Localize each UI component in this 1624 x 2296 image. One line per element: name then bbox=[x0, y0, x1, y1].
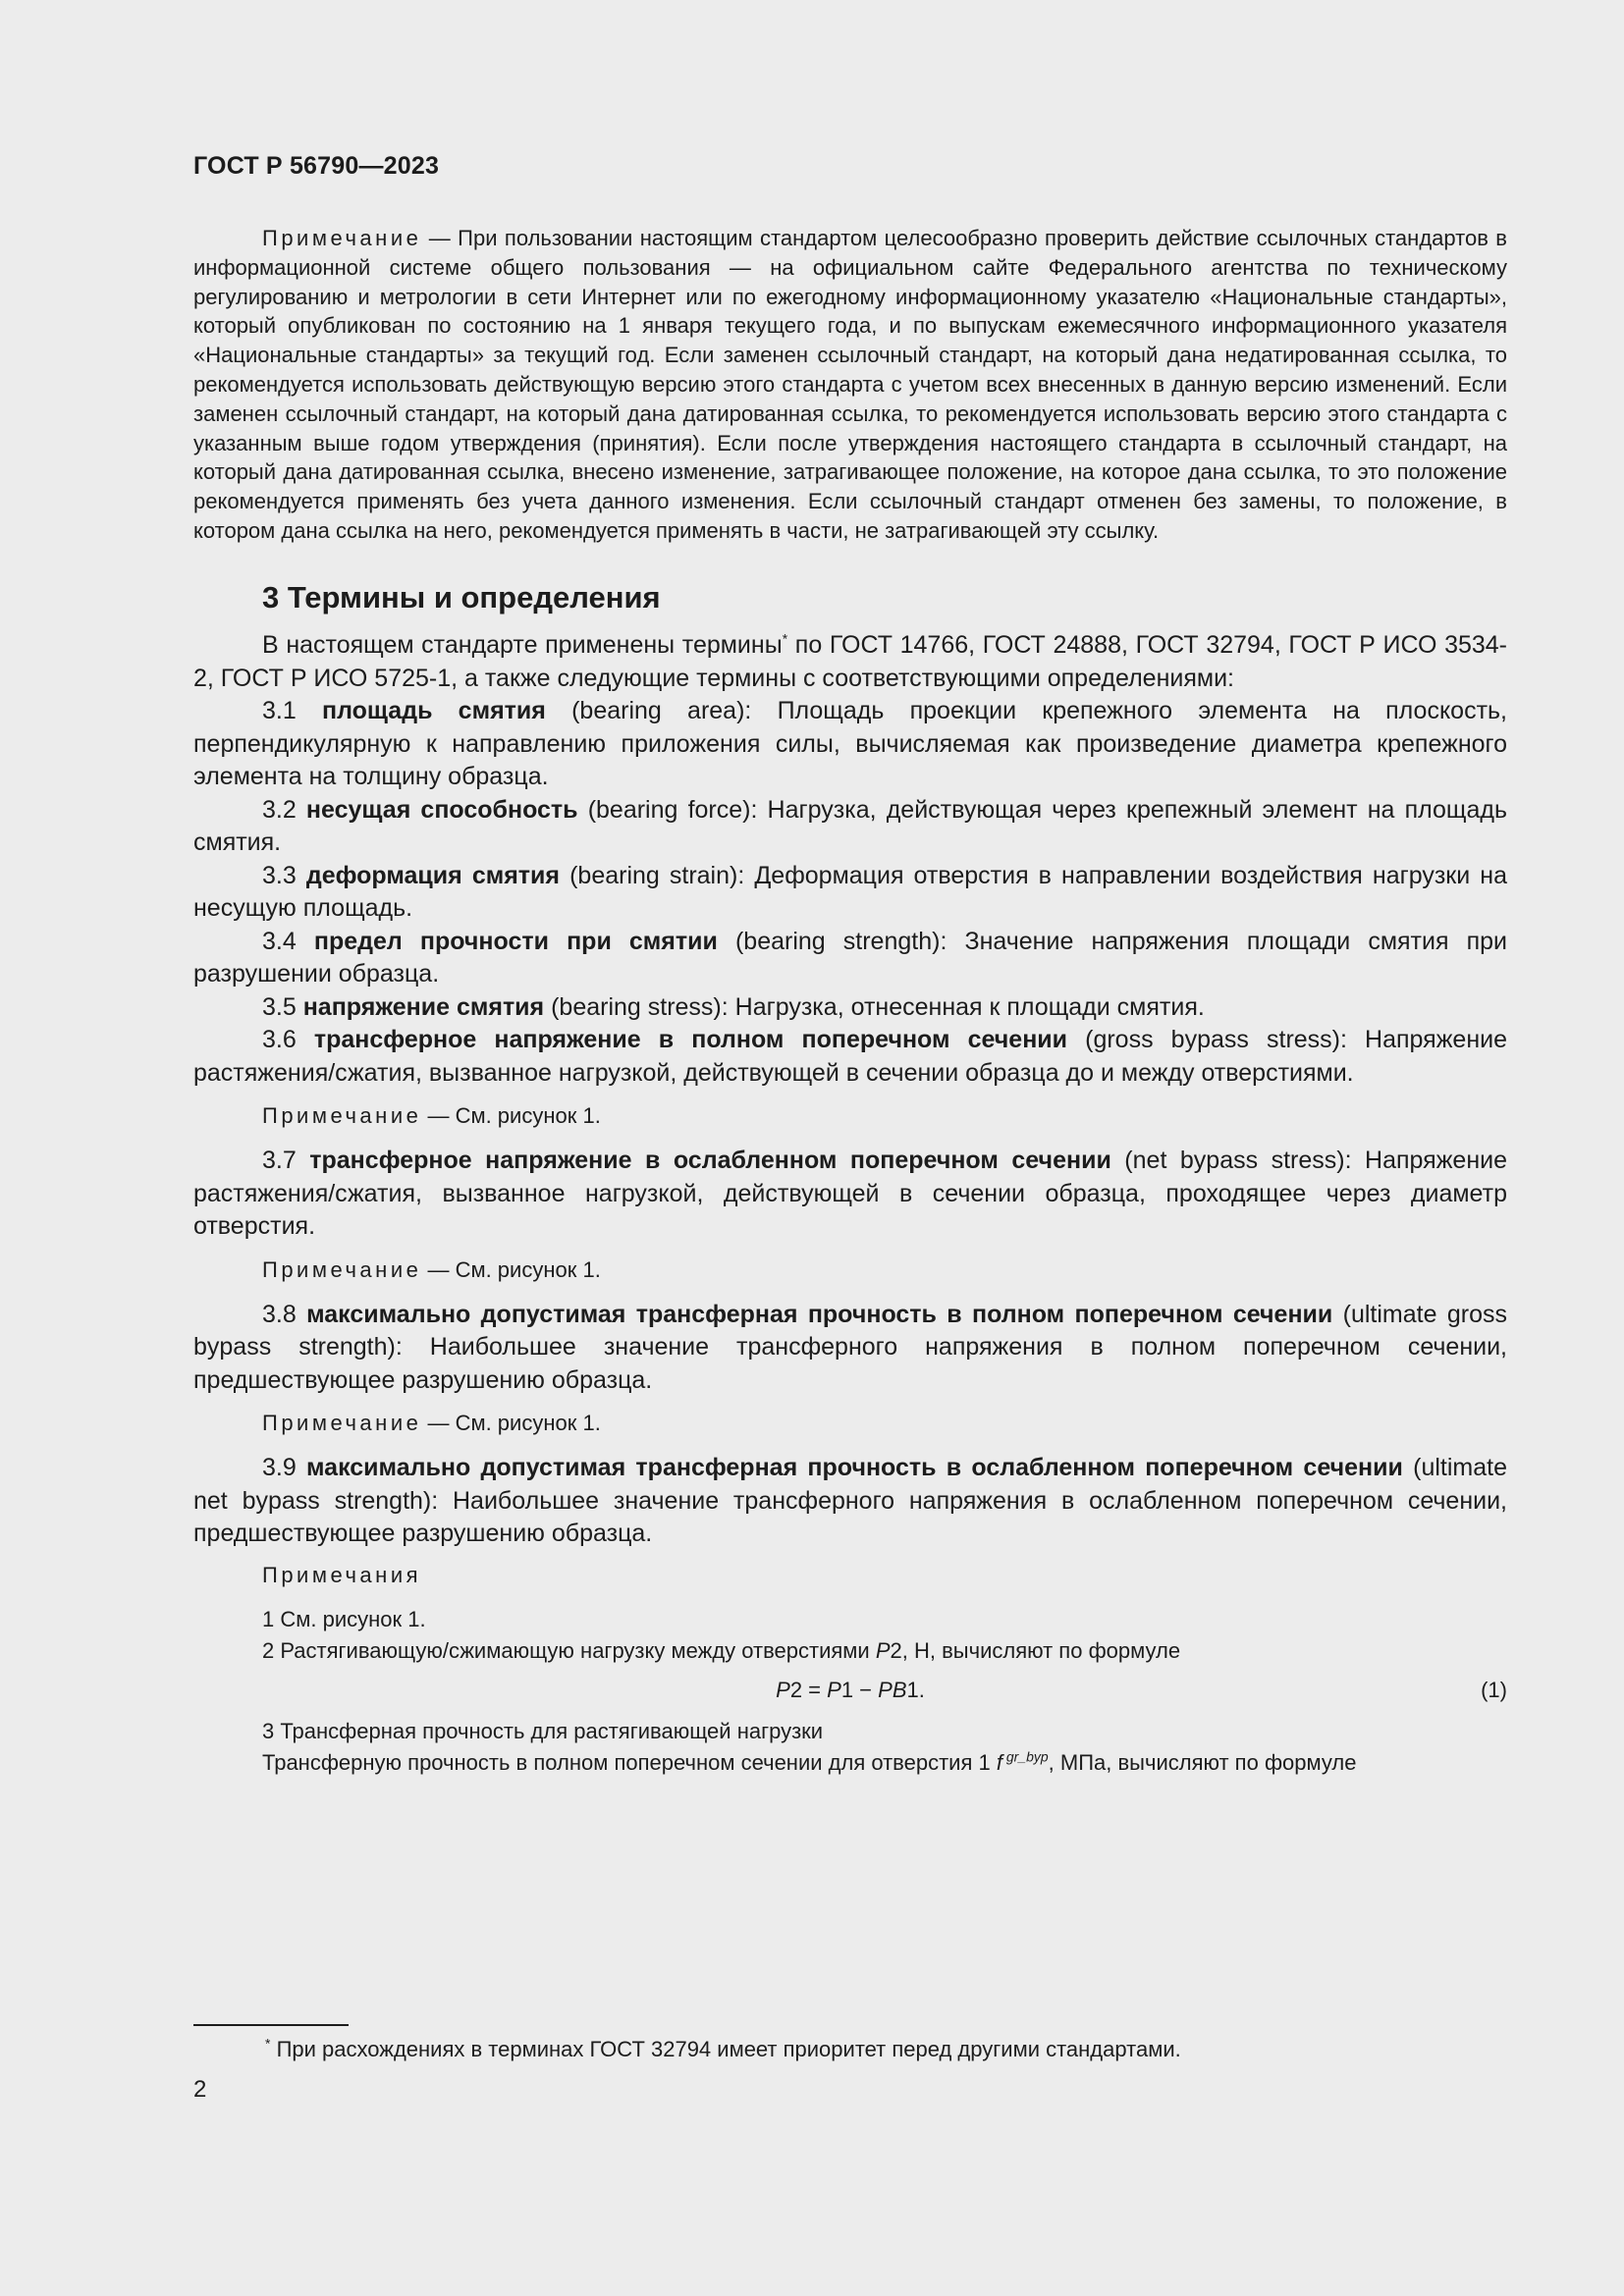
page-content bbox=[193, 224, 1507, 1779]
note-item-1: 1 См. рисунок 1. bbox=[262, 1606, 426, 1631]
section-intro: В настоящем стандарте применены термины* по ГОСТ 14766, ГОСТ 24888, ГОСТ 32794, ГОСТ Р ИСО 3534-2, ГОСТ Р ИСО 5725-1, а также следующие термины с соответствующими определениями: bbox=[193, 630, 1508, 692]
note-see-figure: Примечание — См. рисунок 1. bbox=[262, 1411, 601, 1436]
term-3-9: 3.9 максимально допустимая трансферная прочность в ослабленном поперечном сечении (ultimate net bypass strength): Наибольшее значение трансферного напряжения в ослабленном поперечном сечении, предшествующее разрушению образца. bbox=[193, 1454, 1507, 1548]
standard-header: ГОСТ Р 56790—2023 bbox=[193, 152, 440, 180]
formula-1: P2 = P1 − PB1. (1) bbox=[193, 1675, 1507, 1706]
page-number: 2 bbox=[193, 2076, 207, 2103]
term-3-5: 3.5 напряжение смятия (bearing stress): Нагрузка, отнесенная к площади смятия. bbox=[262, 992, 1205, 1021]
term-3-1: 3.1 площадь смятия (bearing area): Площадь проекции крепежного элемента на плоскость, перпендикулярную к направлению приложения силы, вычисляемая как произведение диаметра крепежного элемента на толщину образца. bbox=[193, 697, 1507, 791]
formula-number: (1) bbox=[1481, 1677, 1507, 1702]
term-3-7: 3.7 трансферное напряжение в ослабленном поперечном сечении (net bypass stress): Напряжение растяжения/сжатия, вызванное нагрузкой, действующей в сечении образца, проходящее через диаметр отверстия. bbox=[193, 1147, 1508, 1241]
term-3-2: 3.2 несущая способность (bearing force): Нагрузка, действующая через крепежный элемент на площадь смятия. bbox=[193, 795, 1508, 857]
notes-heading: Примечания bbox=[262, 1562, 422, 1587]
intro-note bbox=[193, 224, 1507, 546]
note-see-figure: Примечание — См. рисунок 1. bbox=[262, 1103, 601, 1129]
term-3-8: 3.8 максимально допустимая трансферная прочность в полном поперечном сечении (ultimate gross bypass strength): Наибольшее значение трансферного напряжения в полном поперечном сечении, предшествующее разрушению образца. bbox=[193, 1300, 1507, 1394]
term-3-3: 3.3 деформация смятия (bearing strain): Деформация отверстия в направлении воздействия нагрузки на несущую площадь. bbox=[193, 861, 1507, 923]
note-item-3-text: Трансферную прочность в полном поперечном сечении для отверстия 1 f $^{gr\_byp}$, МПа, вычисляют по формуле bbox=[262, 1748, 1357, 1775]
term-3-6: 3.6 трансферное напряжение в полном поперечном сечении (gross bypass stress): Напряжение растяжения/сжатия, вызванное нагрузкой, действующей в сечении образца до и между отверстиями. bbox=[193, 1026, 1508, 1087]
note-see-figure: Примечание — См. рисунок 1. bbox=[262, 1256, 601, 1282]
note-label: Примечание bbox=[262, 226, 422, 250]
note-item-2: 2 Растягивающую/сжимающую нагрузку между отверстиями P2, Н, вычисляют по формуле bbox=[262, 1637, 1181, 1663]
section-title: 3 Термины и определения bbox=[262, 579, 661, 614]
note-item-3: 3 Трансферная прочность для растягивающей нагрузки bbox=[262, 1718, 824, 1743]
note-text: — При пользовании настоящим стандартом целесообразно проверить действие ссылочных стандартов в информационной системе общего пользования — на официальном сайте Федерального агентства по техническому регулированию и метрологии в сети Интернет или по ежегодному информационному указателю «Национальные стандарты», который опубликован по состоянию на 1 января текущего года, и по выпускам ежемесячного информационного указателя «Национальные стандарты» за текущий год. Если заменен ссылочный стандарт, на который дана недатированная ссылка, то рекомендуется использовать действующую версию этого стандарта с учетом всех внесенных в данную версию изменений. Если заменен ссылочный стандарт, на который дана датированная ссылка, то рекомендуется использовать версию этого стандарта с указанным выше годом утверждения (принятия). Если после утверждения настоящего стандарта в ссылочный стандарт, на который дана датированная ссылка, внесено изменение, затрагивающее положение, на которое дана ссылка, то это положение рекомендуется применять без учета данного изменения. Если ссылочный стандарт отменен без замены, то положение, в котором дана ссылка на него, рекомендуется применять в части, не затрагивающей эту ссылку. bbox=[193, 226, 1507, 543]
footnote: * При расхождениях в терминах ГОСТ 32794 имеет приоритет перед другими стандартами. bbox=[265, 2035, 1181, 2061]
footnote-divider bbox=[193, 2024, 349, 2026]
term-3-4: 3.4 предел прочности при смятии (bearing strength): Значение напряжения площади смятия при разрушении образца. bbox=[193, 927, 1507, 988]
